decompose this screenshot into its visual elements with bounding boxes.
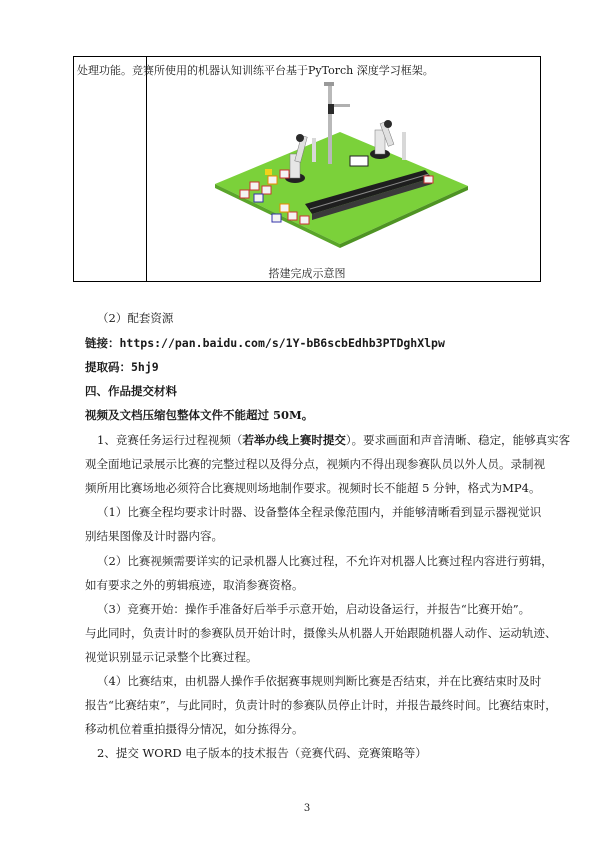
paragraph-4-line-3: 视觉识别显示记录整个比赛过程。 — [85, 650, 258, 664]
paragraph-3-line-1: （2）比赛视频需要详实的记录机器人比赛过程，不允许对机器人比赛过程内容进行剪辑， — [97, 554, 553, 568]
emphasis-text: 若举办线上赛时提交 — [242, 433, 346, 447]
resources-heading: （2）配套资源 — [97, 311, 174, 325]
paragraph-4-line-1: （3）竞赛开始：操作手准备好后举手示意开始，启动设备运行，并报告“比赛开始”。 — [97, 602, 531, 616]
download-link[interactable]: https://pan.baidu.com/s/1Y-bB6scbEdhb3PTDghXlpw — [119, 336, 445, 350]
paragraph-1-line-3: 频所用比赛场地必须符合比赛规则场地制作要求。视频时长不能超 5 分钟，格式为MP4。 — [85, 481, 541, 495]
extraction-code-line — [85, 359, 159, 375]
text-segment: 1、竞赛任务运行过程视频（ — [97, 433, 243, 447]
paragraph-1-line-2: 观全面地记录展示比赛的完整过程以及得分点，视频内不得出现参赛队员以外人员。录制视 — [85, 457, 545, 471]
paragraph-2-line-1: （1）比赛全程均要求计时器、设备整体全程录像范围内，并能够清晰看到显示器视觉识 — [97, 505, 542, 519]
text-segment: ）。要求画面和声音清晰、稳定，能够真实客 — [345, 433, 571, 447]
paragraph-3-line-2: 如有要求之外的剪辑痕迹，取消参赛资格。 — [85, 578, 304, 592]
paragraph-6-line-1: 2、提交 WORD 电子版本的技术报告（竞赛代码、竞赛策略等） — [97, 746, 427, 760]
size-limit-note: 视频及文档压缩包整体文件不能超过 50M。 — [85, 408, 314, 422]
download-link-line — [85, 335, 445, 351]
paragraph-4-line-2: 与此同时，负责计时的参赛队员开始计时，摄像头从机器人开始跟随机器人动作、运动轨迹、 — [85, 626, 557, 640]
table-column-divider — [146, 57, 147, 281]
paragraph-1-line-1 — [97, 432, 570, 448]
paragraph-5-line-2: 报告“比赛结束”，与此同时，负责计时的参赛队员停止计时，并报告最终时间。比赛结束时， — [85, 698, 557, 712]
robot-platform-illustration — [210, 74, 470, 259]
paragraph-5-line-3: 移动机位着重拍摄得分情况，如分拣得分。 — [85, 722, 304, 736]
figure-caption: 搭建完成示意图 — [268, 267, 346, 280]
section-heading: 四、作品提交材料 — [85, 384, 177, 398]
code-label: 提取码： — [85, 360, 131, 374]
paragraph-2-line-2: 别结果图像及计时器内容。 — [85, 529, 223, 543]
paragraph-5-line-1: （4）比赛结束，由机器人操作手依据赛事规则判断比赛是否结束，并在比赛结束时及时 — [97, 674, 542, 688]
page-number: 3 — [303, 803, 311, 814]
link-label: 链接： — [85, 336, 120, 350]
table-cell-text: 处理功能。竞赛所使用的机器认知训练平台基于PyTorch 深度学习框架。 — [77, 64, 434, 77]
extraction-code: 5hj9 — [131, 360, 159, 374]
